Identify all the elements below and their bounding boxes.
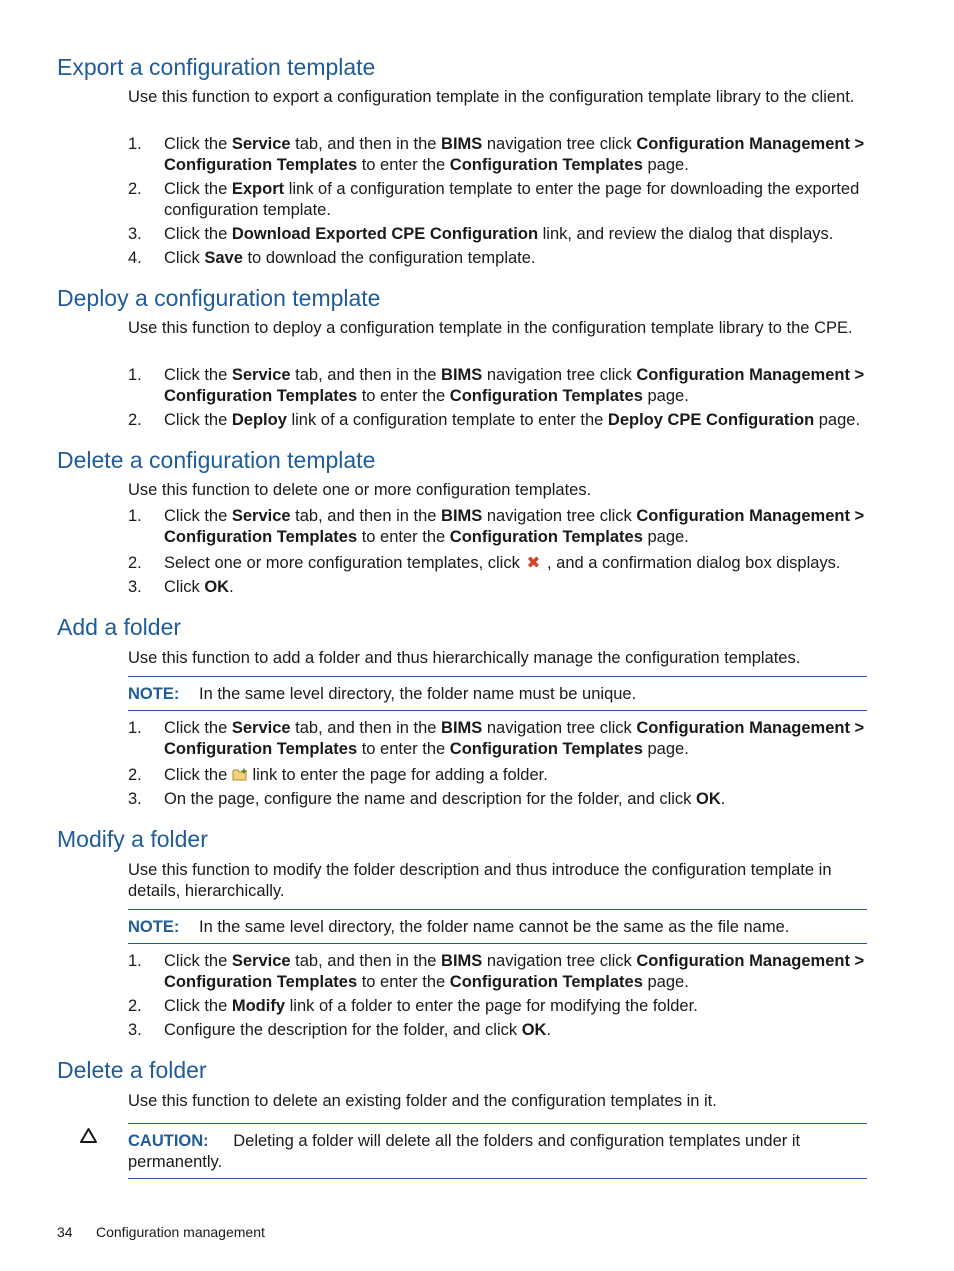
list-number: 4. xyxy=(128,249,142,267)
step-text: navigation tree click xyxy=(482,366,637,384)
step-text: to enter the xyxy=(357,973,450,991)
step-text: navigation tree click xyxy=(482,507,637,525)
ui-term: Modify xyxy=(231,997,286,1015)
heading-export-template: Export a configuration template xyxy=(57,54,376,80)
ui-term: Service xyxy=(231,366,291,384)
step-text: to enter the xyxy=(357,387,450,405)
step-text: page. xyxy=(814,411,861,429)
note-add-folder xyxy=(128,684,868,705)
caution-rule-top xyxy=(128,1123,867,1124)
step-text: Click the xyxy=(164,180,232,198)
list-text xyxy=(164,179,868,221)
step-text: to enter the xyxy=(357,740,450,758)
caution-text: Deleting a folder will delete all the folders and configuration templates under it permanently. xyxy=(128,1132,801,1171)
step-text: . xyxy=(720,790,726,808)
step-text: link of a folder to enter the page for modifying the folder. xyxy=(285,997,698,1015)
ui-term: Download Exported CPE Configuration xyxy=(231,225,539,243)
list-number: 1. xyxy=(128,366,142,384)
intro-modify-folder: Use this function to modify the folder description and thus introduce the configuration template in details, hierarchically. xyxy=(128,861,832,900)
heading-deploy-template: Deploy a configuration template xyxy=(57,285,381,311)
ui-term: Configuration Templates xyxy=(449,528,643,546)
step-text: Click xyxy=(164,249,205,267)
note-modify-folder xyxy=(128,917,868,938)
step-text: . xyxy=(229,578,234,596)
step-text: tab, and then in the xyxy=(290,135,442,153)
step-text: navigation tree click xyxy=(482,719,637,737)
list-number: 3. xyxy=(128,225,142,243)
caution-delete-folder xyxy=(128,1131,868,1173)
add-folder-icon[interactable] xyxy=(232,767,248,788)
list-number: 3. xyxy=(128,1021,142,1039)
heading-delete-template: Delete a configuration template xyxy=(57,447,376,473)
list-text xyxy=(164,134,868,176)
intro-deploy-template: Use this function to deploy a configuration template in the configuration template library to the CPE. xyxy=(128,319,853,337)
heading-modify-folder: Modify a folder xyxy=(57,826,208,852)
list-number: 3. xyxy=(128,790,142,808)
page-number: 34 xyxy=(57,1224,73,1240)
ui-term: Service xyxy=(231,719,291,737)
list-text xyxy=(164,765,868,788)
list-text xyxy=(164,553,868,574)
list-number: 1. xyxy=(128,135,142,153)
step-text: page. xyxy=(642,528,689,546)
list-text xyxy=(164,718,868,760)
list-text xyxy=(164,1020,868,1041)
step-text: Click the xyxy=(164,225,232,243)
list-text xyxy=(164,789,868,810)
step-text: Select one or more configuration templates, click xyxy=(164,554,525,572)
list-number: 2. xyxy=(128,554,142,572)
note-label: NOTE: xyxy=(128,685,180,703)
intro-delete-template: Use this function to delete one or more configuration templates. xyxy=(128,481,592,499)
list-number: 1. xyxy=(128,719,142,737)
step-text: tab, and then in the xyxy=(290,952,442,970)
list-text xyxy=(164,410,868,431)
step-text: Configure the description for the folder, and click xyxy=(164,1021,522,1039)
ui-term: Configuration Management > Configuration Templates xyxy=(164,366,865,405)
note-text: In the same level directory, the folder name must be unique. xyxy=(199,685,637,703)
step-text: tab, and then in the xyxy=(290,366,442,384)
caution-label: CAUTION: xyxy=(128,1132,209,1150)
ui-term: Configuration Templates xyxy=(449,387,643,405)
list-number: 2. xyxy=(128,997,142,1015)
step-text: Click the xyxy=(164,366,232,384)
caution-rule-bottom xyxy=(128,1178,867,1179)
step-text: page. xyxy=(642,156,689,174)
step-text: navigation tree click xyxy=(482,135,637,153)
ui-term: BIMS xyxy=(441,135,483,153)
list-number: 2. xyxy=(128,180,142,198)
list-text xyxy=(164,996,868,1017)
step-text: link to enter the page for adding a folder. xyxy=(247,766,548,784)
intro-export-template: Use this function to export a configuration template in the configuration template library to the client. xyxy=(128,88,855,106)
list-text xyxy=(164,248,868,269)
ui-term: Configuration Templates xyxy=(449,156,643,174)
step-text: to enter the xyxy=(357,156,450,174)
step-text: to download the configuration template. xyxy=(242,249,536,267)
list-number: 1. xyxy=(128,952,142,970)
note-rule-top xyxy=(128,909,867,910)
ui-term: Configuration Management > Configuration Templates xyxy=(164,952,865,991)
step-text: On the page, configure the name and description for the folder, and click xyxy=(164,790,696,808)
footer-chapter-title: Configuration management xyxy=(96,1224,265,1240)
caution-triangle-icon xyxy=(79,1127,98,1149)
step-text: . xyxy=(546,1021,552,1039)
note-text: In the same level directory, the folder name cannot be the same as the file name. xyxy=(199,918,790,936)
ui-term: Configuration Management > Configuration Templates xyxy=(164,135,865,174)
ui-term: Service xyxy=(231,507,291,525)
list-number: 1. xyxy=(128,507,142,525)
heading-delete-folder: Delete a folder xyxy=(57,1057,207,1083)
ui-term: OK xyxy=(204,578,230,596)
step-text: Click the xyxy=(164,952,232,970)
step-text: navigation tree click xyxy=(482,952,637,970)
step-text: Click the xyxy=(164,766,232,784)
heading-add-folder: Add a folder xyxy=(57,614,182,640)
intro-delete-folder: Use this function to delete an existing folder and the configuration templates in it. xyxy=(128,1092,717,1110)
ui-term: Configuration Templates xyxy=(449,973,643,991)
ui-term: BIMS xyxy=(441,507,483,525)
step-text: Click xyxy=(164,578,205,596)
delete-x-icon[interactable]: ✖ xyxy=(526,554,541,572)
ui-term: Save xyxy=(204,249,243,267)
step-text: page. xyxy=(642,387,689,405)
intro-add-folder: Use this function to add a folder and thus hierarchically manage the configuration templates. xyxy=(128,649,801,667)
ui-term: Configuration Management > Configuration Templates xyxy=(164,719,865,758)
step-text: link of a configuration template to enter the page for downloading the exported configuration template. xyxy=(164,180,860,219)
step-text: link of a configuration template to enter the xyxy=(286,411,608,429)
list-text xyxy=(164,224,868,245)
list-text xyxy=(164,506,868,548)
step-text: Click the xyxy=(164,507,232,525)
ui-term: Configuration Management > Configuration Templates xyxy=(164,507,865,546)
ui-term: Deploy xyxy=(231,411,287,429)
list-number: 3. xyxy=(128,578,142,596)
ui-term: Configuration Templates xyxy=(449,740,643,758)
step-text: Click the xyxy=(164,719,232,737)
step-text: link, and review the dialog that displays. xyxy=(538,225,834,243)
step-text: Click the xyxy=(164,135,232,153)
ui-term: OK xyxy=(696,790,721,808)
ui-term: Service xyxy=(231,135,291,153)
note-rule-bottom xyxy=(128,943,867,944)
ui-term: BIMS xyxy=(441,366,483,384)
ui-term: BIMS xyxy=(441,952,483,970)
ui-term: OK xyxy=(521,1021,547,1039)
ui-term: BIMS xyxy=(441,719,483,737)
step-text: Click the xyxy=(164,411,232,429)
ui-term: Deploy CPE Configuration xyxy=(607,411,815,429)
step-text: tab, and then in the xyxy=(290,507,442,525)
list-number: 2. xyxy=(128,766,142,784)
step-text: to enter the xyxy=(357,528,450,546)
note-rule-bottom xyxy=(128,710,867,711)
list-text xyxy=(164,951,868,993)
step-text: page. xyxy=(642,740,689,758)
step-text: tab, and then in the xyxy=(290,719,442,737)
list-text xyxy=(164,365,868,407)
step-text: , and a confirmation dialog box displays. xyxy=(542,554,841,572)
step-text: page. xyxy=(642,973,689,991)
list-text xyxy=(164,577,868,598)
step-text: Click the xyxy=(164,997,232,1015)
ui-term: Service xyxy=(231,952,291,970)
list-number: 2. xyxy=(128,411,142,429)
note-label: NOTE: xyxy=(128,918,180,936)
ui-term: Export xyxy=(231,180,285,198)
note-rule-top xyxy=(128,676,867,677)
